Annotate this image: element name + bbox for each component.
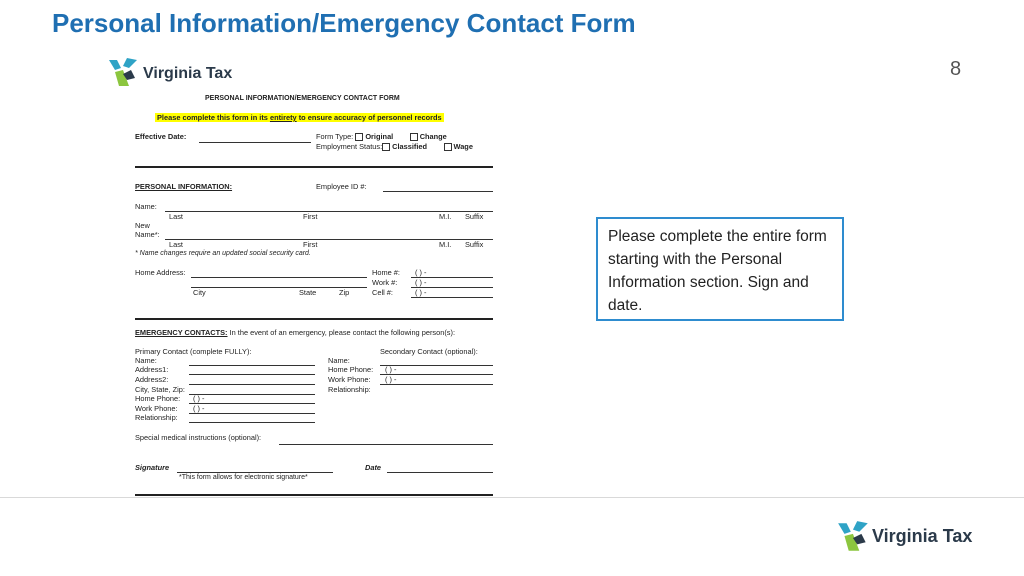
employee-id-label: Employee ID #: — [316, 182, 367, 191]
form-logo — [107, 56, 247, 92]
home-phone-label: Home #: — [372, 268, 400, 277]
special-medical-label: Special medical instructions (optional): — [135, 433, 262, 442]
primary-line-5[interactable] — [189, 403, 315, 404]
primary-field-name: Name: — [135, 356, 157, 365]
primary-field-work-phone: Work Phone: — [135, 404, 178, 413]
cell-phone-template[interactable]: ( ) - — [415, 288, 427, 297]
emergency-heading: EMERGENCY CONTACTS: — [135, 328, 228, 337]
form-type-row — [316, 133, 447, 141]
city-label: City — [193, 288, 206, 297]
primary-line-2[interactable] — [189, 374, 315, 375]
secondary-field-home-phone: Home Phone: — [328, 365, 374, 374]
form-heading: PERSONAL INFORMATION/EMERGENCY CONTACT FORM — [205, 95, 400, 102]
classified-checkbox[interactable] — [382, 143, 390, 151]
form-type-label: Form Type: — [316, 132, 354, 141]
work-phone-label: Work #: — [372, 278, 398, 287]
special-medical-line[interactable] — [279, 444, 493, 445]
new-name-label-1: New — [135, 221, 150, 230]
primary-line-1[interactable] — [189, 365, 315, 366]
signature-label: Signature — [135, 463, 170, 472]
virginia-tax-logo-icon — [107, 56, 141, 90]
wage-checkbox[interactable] — [444, 143, 452, 151]
name-label: Name: — [135, 202, 157, 211]
slide-title: Personal Information/Emergency Contact Form — [52, 8, 636, 38]
original-checkbox[interactable] — [355, 133, 363, 141]
secondary-field-work-phone: Work Phone: — [328, 375, 371, 384]
primary-line-4[interactable] — [189, 394, 315, 395]
virginia-tax-footer-logo-icon — [836, 518, 872, 556]
electronic-signature-note: *This form allows for electronic signature* — [179, 474, 308, 481]
cell-phone-line — [411, 297, 493, 298]
form-notice — [155, 113, 444, 122]
primary-field-home-phone: Home Phone: — [135, 394, 181, 403]
notice-emphasis: entirety — [269, 113, 297, 122]
secondary-phone-template-2[interactable]: ( ) - — [385, 375, 397, 384]
cell-phone-label: Cell #: — [372, 288, 393, 297]
divider-3 — [135, 494, 493, 496]
signature-line[interactable] — [177, 472, 333, 473]
secondary-phone-template-1[interactable]: ( ) - — [385, 365, 397, 374]
classified-label: Classified — [392, 142, 428, 151]
new-name-label-2: Name*: — [135, 230, 160, 239]
mi-label-2: M.I. — [439, 240, 452, 249]
employment-status-label: Employment Status: — [316, 142, 383, 151]
change-checkbox[interactable] — [410, 133, 418, 141]
secondary-line-1[interactable] — [380, 365, 493, 366]
last-label: Last — [169, 212, 183, 221]
last-label-2: Last — [169, 240, 183, 249]
primary-contact-label: Primary Contact (complete FULLY): — [135, 347, 252, 356]
primary-line-3[interactable] — [189, 384, 315, 385]
divider-2 — [135, 318, 493, 320]
state-label: State — [299, 288, 317, 297]
original-label: Original — [365, 132, 394, 141]
home-address-label: Home Address: — [135, 268, 186, 277]
home-address-line[interactable] — [191, 277, 367, 278]
footer-logo-text: Virginia Tax — [872, 526, 973, 546]
secondary-line-2[interactable] — [380, 374, 493, 375]
emergency-text: In the event of an emergency, please contact the following person(s): — [227, 328, 455, 337]
effective-date-line[interactable] — [199, 142, 311, 143]
name-change-note: * Name changes require an updated social security card. — [135, 250, 311, 257]
primary-field-relationship: Relationship: — [135, 413, 178, 422]
notice-prefix: Please complete this form in its — [157, 113, 270, 122]
notice-suffix: to ensure accuracy of personnel records — [296, 113, 442, 122]
secondary-field-relationship: Relationship: — [328, 385, 371, 394]
form-logo-text: Virginia Tax — [143, 65, 233, 82]
primary-field-address2: Address2: — [135, 375, 169, 384]
first-label: First — [303, 212, 318, 221]
divider — [135, 166, 493, 168]
primary-field-address1: Address1: — [135, 365, 169, 374]
work-phone-template[interactable]: ( ) - — [415, 278, 427, 287]
suffix-label: Suffix — [465, 212, 484, 221]
page-number: 8 — [950, 58, 962, 80]
primary-line-6[interactable] — [189, 413, 315, 414]
personal-info-heading: PERSONAL INFORMATION: — [135, 182, 233, 191]
secondary-contact-label: Secondary Contact (optional): — [380, 347, 478, 356]
zip-label: Zip — [339, 288, 350, 297]
primary-field-city: City, State, Zip: — [135, 385, 185, 394]
footer-logo — [836, 518, 986, 558]
primary-line-7[interactable] — [189, 422, 315, 423]
emergency-row — [135, 329, 455, 336]
home-phone-template[interactable]: ( ) - — [415, 268, 427, 277]
first-label-2: First — [303, 240, 318, 249]
change-label: Change — [419, 132, 447, 141]
primary-phone-template-2[interactable]: ( ) - — [193, 404, 205, 413]
employment-status-row — [316, 143, 473, 151]
date-label: Date — [365, 463, 382, 472]
employee-id-line[interactable] — [383, 191, 493, 192]
secondary-field-name: Name: — [328, 356, 350, 365]
instruction-callout: Please complete the entire form starting with the Personal Information section. Sign and date. — [596, 217, 844, 321]
footer-divider — [0, 497, 1024, 498]
primary-phone-template-1[interactable]: ( ) - — [193, 394, 205, 403]
wage-label: Wage — [453, 142, 473, 151]
suffix-label-2: Suffix — [465, 240, 484, 249]
effective-date-label: Effective Date: — [135, 132, 187, 141]
form-document — [103, 50, 525, 500]
secondary-line-3[interactable] — [380, 384, 493, 385]
mi-label: M.I. — [439, 212, 452, 221]
date-line[interactable] — [387, 472, 493, 473]
